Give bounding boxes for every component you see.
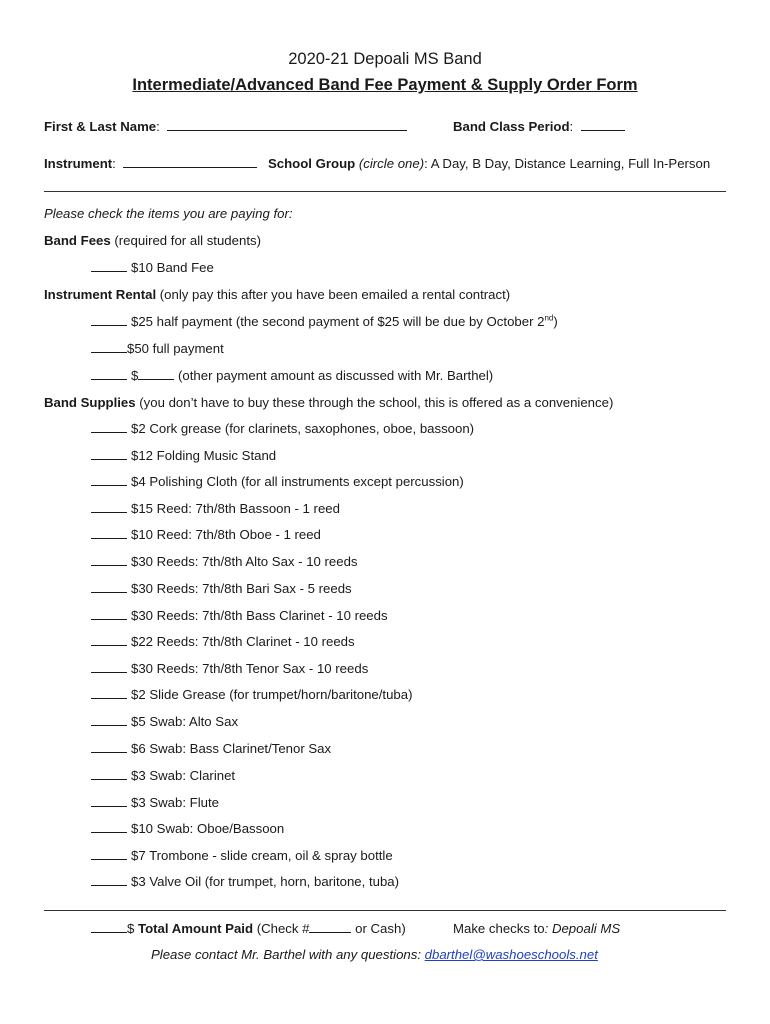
item-label: $2 Slide Grease (for trumpet/horn/baritone/tuba)	[131, 687, 413, 702]
list-item[interactable]	[91, 714, 238, 729]
list-item[interactable]	[91, 687, 412, 702]
section-note: (required for all students)	[110, 233, 261, 248]
school-group-row	[268, 156, 710, 171]
divider-top	[44, 191, 726, 192]
section-band-supplies	[44, 395, 613, 410]
instructions: Please check the items you are paying for:	[44, 206, 293, 221]
checkbox-blank[interactable]	[91, 581, 127, 593]
other-amount-input[interactable]	[138, 368, 174, 380]
section-title: Band Fees	[44, 233, 111, 248]
school-group-label: School Group	[268, 156, 356, 171]
item-label: $30 Reeds: 7th/8th Alto Sax - 10 reeds	[131, 554, 358, 569]
name-field-row	[44, 119, 407, 134]
section-title: Band Supplies	[44, 395, 136, 410]
item-label: $2 Cork grease (for clarinets, saxophones, oboe, bassoon)	[131, 421, 475, 436]
checkbox-blank[interactable]	[91, 714, 127, 726]
period-field-row	[453, 119, 625, 134]
checkbox-blank[interactable]	[91, 341, 127, 353]
list-item[interactable]	[91, 795, 219, 810]
total-prefix: $	[127, 921, 135, 936]
colon: :	[569, 119, 574, 134]
list-item[interactable]	[91, 341, 224, 356]
check-number-input[interactable]	[309, 921, 351, 933]
section-note: (only pay this after you have been emailed a rental contract)	[156, 287, 511, 302]
checkbox-blank[interactable]	[91, 608, 127, 620]
item-label: $25 half payment (the second payment of $25 will be due by October 2	[131, 314, 545, 329]
checkbox-blank[interactable]	[91, 741, 127, 753]
checkbox-blank[interactable]	[91, 554, 127, 566]
period-input[interactable]	[581, 119, 625, 131]
checkbox-blank[interactable]	[91, 474, 127, 486]
item-label: $30 Reeds: 7th/8th Bari Sax - 5 reeds	[131, 581, 352, 596]
contact-line	[151, 947, 598, 962]
list-item[interactable]	[91, 421, 474, 436]
contact-text: Please contact Mr. Barthel with any questions:	[151, 947, 425, 962]
contact-email-link[interactable]: dbarthel@washoeschools.net	[424, 947, 598, 962]
item-label: $10 Band Fee	[131, 260, 214, 275]
checkbox-blank[interactable]	[91, 501, 127, 513]
checks-to-colon: :	[544, 921, 552, 936]
item-label: $50 full payment	[127, 341, 224, 356]
colon: :	[112, 156, 116, 171]
item-label: $30 Reeds: 7th/8th Bass Clarinet - 10 reeds	[131, 608, 388, 623]
section-title: Instrument Rental	[44, 287, 157, 302]
item-label-end: )	[553, 314, 558, 329]
item-label-prefix: $	[131, 368, 139, 383]
checkbox-blank[interactable]	[91, 527, 127, 539]
list-item[interactable]	[91, 527, 321, 542]
checkbox-blank[interactable]	[91, 421, 127, 433]
checkbox-blank[interactable]	[91, 314, 127, 326]
instrument-label: Instrument	[44, 156, 113, 171]
section-note: (you don’t have to buy these through the school, this is offered as a convenience)	[135, 395, 614, 410]
school-group-hint: (circle one)	[358, 156, 425, 171]
list-item[interactable]	[91, 741, 331, 756]
checkbox-blank[interactable]	[91, 368, 127, 380]
name-label: First & Last Name	[44, 119, 157, 134]
school-group-options[interactable]: : A Day, B Day, Distance Learning, Full In-Person	[424, 156, 711, 171]
item-label: $22 Reeds: 7th/8th Clarinet - 10 reeds	[131, 634, 355, 649]
list-item[interactable]	[91, 848, 393, 863]
total-amount-input[interactable]	[91, 921, 127, 933]
checkbox-blank[interactable]	[91, 795, 127, 807]
checkbox-blank[interactable]	[91, 848, 127, 860]
colon: :	[156, 119, 160, 134]
item-label: $3 Swab: Flute	[131, 795, 219, 810]
item-label: $30 Reeds: 7th/8th Tenor Sax - 10 reeds	[131, 661, 369, 676]
list-item[interactable]	[91, 821, 284, 836]
list-item[interactable]	[91, 501, 340, 516]
list-item[interactable]	[91, 554, 358, 569]
checkbox-blank[interactable]	[91, 874, 127, 886]
item-label: $10 Reed: 7th/8th Oboe - 1 reed	[131, 527, 321, 542]
check-text: (Check #	[253, 921, 310, 936]
checkbox-blank[interactable]	[91, 768, 127, 780]
list-item[interactable]	[91, 634, 355, 649]
item-superscript: nd	[544, 313, 554, 323]
list-item[interactable]	[91, 581, 352, 596]
item-label: $15 Reed: 7th/8th Bassoon - 1 reed	[131, 501, 340, 516]
list-item[interactable]	[91, 474, 464, 489]
period-label: Band Class Period	[453, 119, 570, 134]
item-label: $7 Trombone - slide cream, oil & spray bottle	[131, 848, 393, 863]
total-label: Total Amount Paid	[138, 921, 254, 936]
list-item[interactable]	[91, 661, 368, 676]
form-title: 2020-21 Depoali MS Band	[288, 50, 482, 68]
list-item[interactable]	[91, 874, 399, 889]
checkbox-blank[interactable]	[91, 821, 127, 833]
list-item[interactable]	[91, 314, 558, 329]
make-checks-to	[453, 921, 620, 936]
instrument-input[interactable]	[123, 156, 257, 168]
checkbox-blank[interactable]	[91, 448, 127, 460]
total-row	[91, 921, 406, 936]
checkbox-blank[interactable]	[91, 260, 127, 272]
checkbox-blank[interactable]	[91, 634, 127, 646]
checks-to-label: Make checks to	[453, 921, 545, 936]
list-item[interactable]	[91, 608, 388, 623]
instrument-field-row	[44, 156, 257, 171]
checkbox-blank[interactable]	[91, 661, 127, 673]
list-item[interactable]	[91, 448, 276, 463]
checkbox-blank[interactable]	[91, 687, 127, 699]
item-label: (other payment amount as discussed with Mr. Barthel)	[174, 368, 494, 383]
checks-to-value: Depoali MS	[551, 921, 621, 936]
item-label: $3 Valve Oil (for trumpet, horn, baritone, tuba)	[131, 874, 400, 889]
cash-text: or Cash)	[351, 921, 406, 936]
item-label: $12 Folding Music Stand	[131, 448, 277, 463]
item-label: $5 Swab: Alto Sax	[131, 714, 239, 729]
item-label: $6 Swab: Bass Clarinet/Tenor Sax	[131, 741, 332, 756]
list-item[interactable]	[91, 768, 235, 783]
section-instrument-rental	[44, 287, 510, 302]
list-item[interactable]	[91, 260, 214, 275]
section-band-fees	[44, 233, 261, 248]
name-input[interactable]	[167, 119, 407, 131]
item-label: $10 Swab: Oboe/Bassoon	[131, 821, 285, 836]
list-item[interactable]	[91, 368, 493, 383]
item-label: $3 Swab: Clarinet	[131, 768, 236, 783]
item-label: $4 Polishing Cloth (for all instruments except percussion)	[131, 474, 464, 489]
form-subtitle: Intermediate/Advanced Band Fee Payment & Supply Order Form	[132, 76, 638, 94]
divider-bottom	[44, 910, 726, 911]
